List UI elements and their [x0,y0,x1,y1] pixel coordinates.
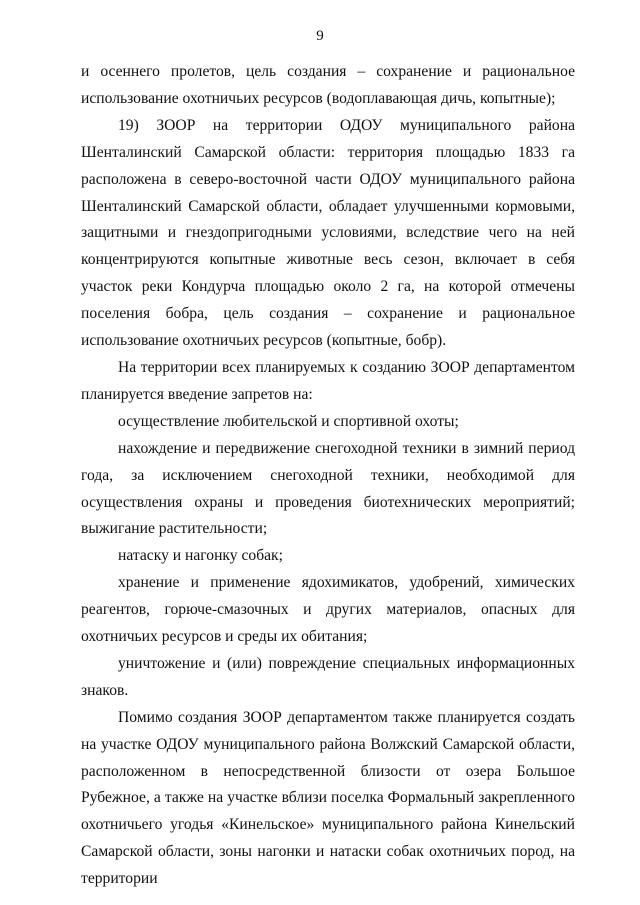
paragraph-restrictions-intro: На территории всех планируемых к созданию ЗООР департаментом планируется введение запретов на: [81,358,575,403]
paragraph-restriction-snowmobile: нахождение и передвижение снегоходной техники в зимний период года, за исключением снегоходной техники, необходимой для осуществления охраны и проведения биотехнических мероприятий; выжигание растительности; [81,439,575,538]
page-number: 9 [316,28,324,44]
paragraph-dog-training-zones: Помимо создания ЗООР департаментом также планируется создать на участке ОДОУ муниципального района Волжский Самарской области, расположенном в непосредственной близости от озера Большое Рубежное, а также на участке вблизи поселка Формальный закрепленного охотничьего угодья «Кинельское» муниципального района Кинельский Самарской области, зоны нагонки и натаски собак охотничьих пород, на территории [81,708,575,888]
paragraph-restriction-dogs: натаску и нагонку собак; [118,547,283,565]
paragraph-continuation: и осеннего пролетов, цель создания – сохранение и рациональное использование охотничьих ресурсов (водоплавающая дичь, копытные); [81,63,575,107]
paragraph-item-19: 19) ЗООР на территории ОДОУ муниципального района Шенталинский Самарской области: территория площадью 1833 га расположена в северо-восточной части ОДОУ муниципального района Шенталинский Самарской области, обладает улучшенными кормовыми, защитными и гнездопригодными условиями, вследствие чего на ней концентрируются копытные животные весь сезон, включает в себя участок реки Кондурча площадью около 2 га, на которой отмечены поселения бобра, цель создания – сохранение и рациональное использование охотничьих ресурсов (копытные, бобр). [81,116,575,350]
document-body [81,59,575,893]
paragraph-restriction-signs: уничтожение и (или) повреждение специальных информационных знаков. [81,654,575,699]
paragraph-restriction-chemicals: хранение и применение ядохимикатов, удобрений, химических реагентов, горюче-смазочных и других материалов, опасных для охотничьих ресурсов и среды их обитания; [81,574,575,646]
paragraph-restriction-hunting: осуществление любительской и спортивной охоты; [118,412,459,430]
